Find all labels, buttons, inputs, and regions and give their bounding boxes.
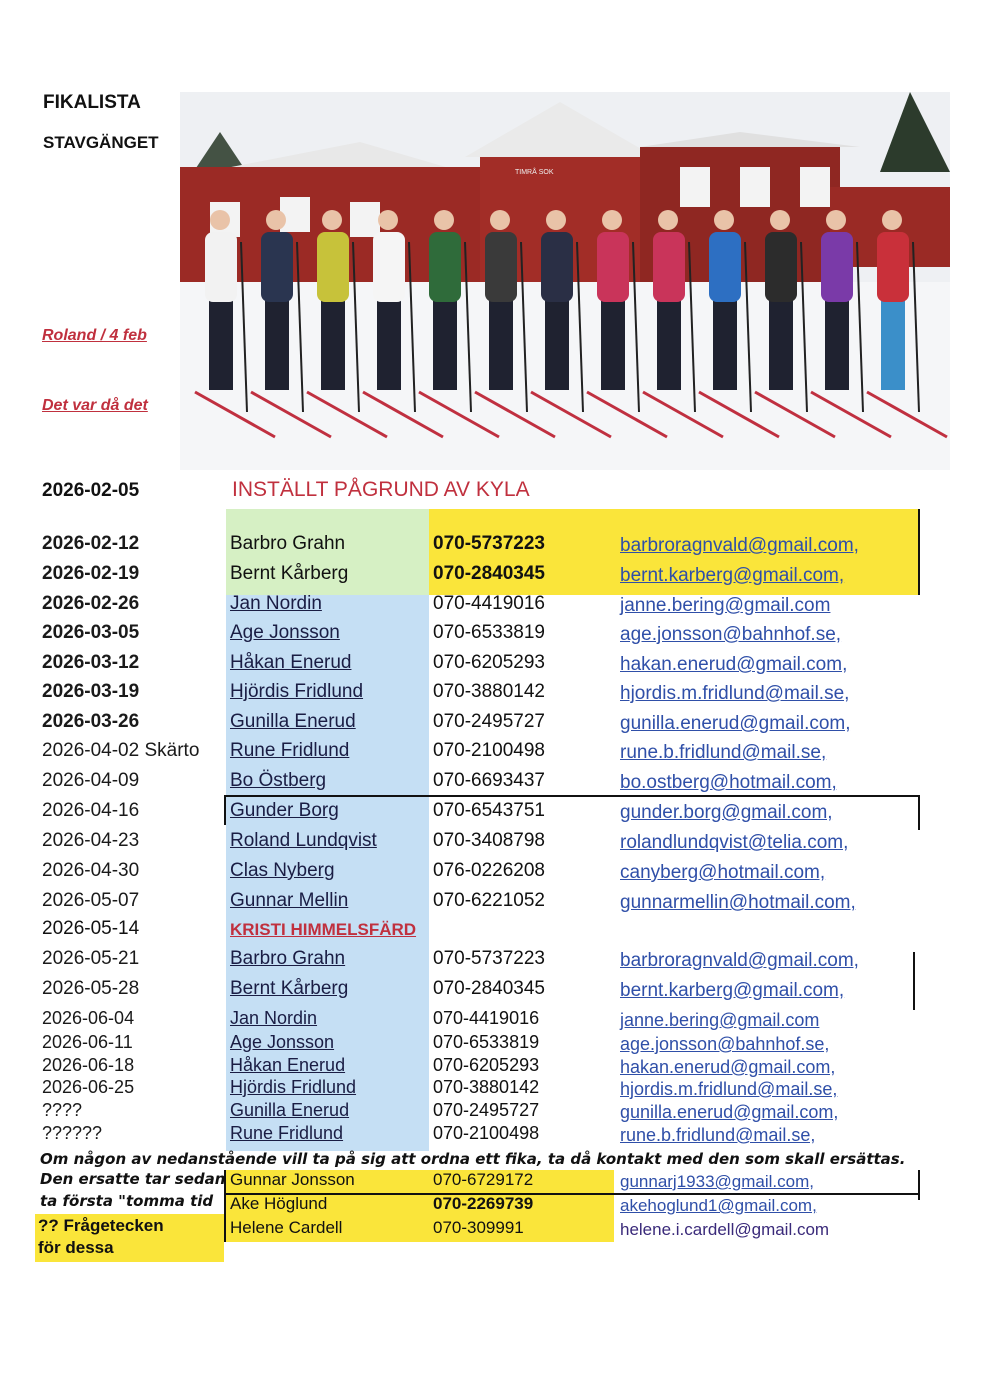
divider-line	[224, 795, 920, 797]
divider-line	[224, 1193, 920, 1195]
group-photo	[180, 92, 950, 470]
cancelled-date: 2026-02-05	[42, 480, 140, 501]
row-date: 2026-05-07	[42, 890, 140, 911]
cancelled-text: INSTÄLLT PÅGRUND AV KYLA	[232, 478, 530, 501]
page-title: FIKALISTA	[43, 92, 141, 113]
row-phone: 070-4419016	[433, 1008, 540, 1028]
row-email[interactable]: gunilla.enerud@gmail.com,	[620, 713, 851, 734]
row-email[interactable]: gunilla.enerud@gmail.com,	[620, 1102, 839, 1122]
question-line-1: ?? Frågetecken	[38, 1216, 164, 1235]
row-name: Jan Nordin	[230, 593, 322, 614]
row-email[interactable]: hjordis.m.fridlund@mail.se,	[620, 683, 850, 704]
row-email[interactable]: bernt.karberg@gmail.com,	[620, 980, 845, 1001]
row-date: 2026-06-18	[42, 1055, 135, 1075]
row-phone: 070-2100498	[433, 1123, 540, 1143]
row-name: Rune Fridlund	[230, 1123, 344, 1143]
row-phone: 070-6693437	[433, 770, 545, 791]
row-email[interactable]: rune.b.fridlund@mail.se,	[620, 1125, 816, 1145]
row-phone: 070-3880142	[433, 681, 545, 702]
row-name: Håkan Enerud	[230, 652, 352, 673]
divider-line	[913, 952, 915, 1010]
row-date: 2026-02-26	[42, 593, 140, 614]
row-date: ??????	[42, 1123, 103, 1143]
row-email[interactable]: janne.bering@gmail.com	[620, 1010, 820, 1030]
row-name: Gunnar Jonsson	[230, 1170, 355, 1189]
row-date: 2026-04-02 Skärto	[42, 740, 200, 761]
divider-line	[918, 1170, 920, 1200]
row-date: 2026-04-09	[42, 770, 140, 791]
row-name: Hjördis Fridlund	[230, 1077, 357, 1097]
row-phone: 070-2269739	[433, 1194, 534, 1213]
row-phone: 070-309991	[433, 1218, 524, 1237]
row-name: Rune Fridlund	[230, 740, 350, 761]
row-email[interactable]: janne.bering@gmail.com	[620, 595, 831, 616]
divider-line	[224, 795, 226, 825]
row-date: 2026-02-19	[42, 563, 140, 584]
row-name: Ake Höglund	[230, 1194, 328, 1213]
row-phone: 076-0226208	[433, 860, 545, 881]
page-subtitle: STAVGÄNGET	[43, 133, 159, 152]
row-name: Barbro Grahn	[230, 533, 346, 554]
row-email[interactable]: gunder.borg@gmail.com,	[620, 802, 833, 823]
row-date: 2026-04-30	[42, 860, 140, 881]
row-name: Gunilla Enerud	[230, 1100, 350, 1120]
row-phone: 070-6205293	[433, 1055, 540, 1075]
row-date: 2026-05-21	[42, 948, 140, 969]
row-date: 2026-06-04	[42, 1008, 135, 1028]
row-email[interactable]: rune.b.fridlund@mail.se,	[620, 742, 827, 763]
row-phone: 070-3408798	[433, 830, 545, 851]
row-name: Age Jonsson	[230, 1032, 335, 1052]
row-phone: 070-6533819	[433, 622, 545, 643]
row-date: 2026-02-12	[42, 533, 140, 554]
row-date: 2026-03-26	[42, 711, 140, 732]
row-phone: 070-2840345	[433, 563, 545, 584]
row-name: Clas Nyberg	[230, 860, 335, 881]
row-name: Barbro Grahn	[230, 948, 346, 969]
row-date: 2026-04-16	[42, 800, 140, 821]
row-date: 2026-03-12	[42, 652, 140, 673]
row-phone: 070-6221052	[433, 890, 545, 911]
row-name: Hjördis Fridlund	[230, 681, 364, 702]
row-email[interactable]: helene.i.cardell@gmail.com	[620, 1220, 830, 1239]
row-email[interactable]: hakan.enerud@gmail.com,	[620, 1057, 836, 1077]
side-note-roland: Roland / 4 feb	[42, 327, 147, 344]
row-name: Gunilla Enerud	[230, 711, 356, 732]
row-date: 2026-03-05	[42, 622, 140, 643]
row-email[interactable]: hjordis.m.fridlund@mail.se,	[620, 1079, 838, 1099]
row-phone: 070-5737223	[433, 533, 545, 554]
row-date: 2026-04-23	[42, 830, 140, 851]
divider-line	[918, 509, 920, 595]
note-line-3: ta första "tomma tid	[40, 1192, 214, 1210]
row-name: Gunder Borg	[230, 800, 339, 821]
row-date: 2026-03-19	[42, 681, 140, 702]
row-date: ????	[42, 1100, 83, 1120]
row-phone: 070-3880142	[433, 1077, 540, 1097]
divider-line	[918, 795, 920, 830]
row-name: Bo Östberg	[230, 770, 327, 791]
row-phone: 070-2100498	[433, 740, 545, 761]
row-email[interactable]: canyberg@hotmail.com,	[620, 862, 826, 883]
row-email[interactable]: bernt.karberg@gmail.com,	[620, 565, 845, 586]
row-name: Bernt Kårberg	[230, 978, 349, 999]
row-phone: 070-6533819	[433, 1032, 540, 1052]
row-phone: 070-5737223	[433, 948, 545, 969]
note-line-2: Den ersatte tar sedan	[40, 1170, 226, 1188]
row-email[interactable]: barbroragnvald@gmail.com,	[620, 535, 859, 556]
row-email[interactable]: gunnarmellin@hotmail.com,	[620, 892, 856, 913]
row-date: 2026-06-25	[42, 1077, 135, 1097]
row-phone: 070-4419016	[433, 593, 545, 614]
row-email[interactable]: rolandlundqvist@telia.com,	[620, 832, 849, 853]
row-name: Jan Nordin	[230, 1008, 318, 1028]
row-phone: 070-2495727	[433, 1100, 540, 1120]
holiday-date: 2026-05-14	[42, 918, 140, 939]
row-phone: 070-2495727	[433, 711, 545, 732]
holiday-text: KRISTI HIMMELSFÄRD	[230, 920, 417, 939]
row-phone: 070-2840345	[433, 978, 545, 999]
row-date: 2026-06-11	[42, 1032, 133, 1052]
row-phone: 070-6205293	[433, 652, 545, 673]
row-name: Roland Lundqvist	[230, 830, 377, 851]
row-name: Håkan Enerud	[230, 1055, 346, 1075]
row-email[interactable]: age.jonsson@bahnhof.se,	[620, 624, 842, 645]
row-email[interactable]: age.jonsson@bahnhof.se,	[620, 1034, 830, 1054]
row-phone: 070-6543751	[433, 800, 545, 821]
row-date: 2026-05-28	[42, 978, 140, 999]
note-line-1: Om någon av nedanstående vill ta på sig att ordna ett fika, ta då kontakt med den som skall ersättas.	[40, 1150, 906, 1168]
side-note-det-var: Det var då det	[42, 397, 148, 414]
row-name: Helene Cardell	[230, 1218, 343, 1237]
row-phone: 070-6729172	[433, 1170, 534, 1189]
row-email[interactable]: bo.ostberg@hotmail.com,	[620, 772, 837, 793]
row-name: Bernt Kårberg	[230, 563, 349, 584]
row-name: Gunnar Mellin	[230, 890, 349, 911]
row-email[interactable]: barbroragnvald@gmail.com,	[620, 950, 859, 971]
photo-sign: TIMRÅ SOK	[515, 169, 554, 176]
row-name: Age Jonsson	[230, 622, 340, 643]
question-line-2: för dessa	[38, 1238, 114, 1257]
row-email[interactable]: akehoglund1@gmail.com,	[620, 1196, 817, 1215]
row-email[interactable]: hakan.enerud@gmail.com,	[620, 654, 848, 675]
row-email[interactable]: gunnarj1933@gmail.com,	[620, 1172, 814, 1191]
